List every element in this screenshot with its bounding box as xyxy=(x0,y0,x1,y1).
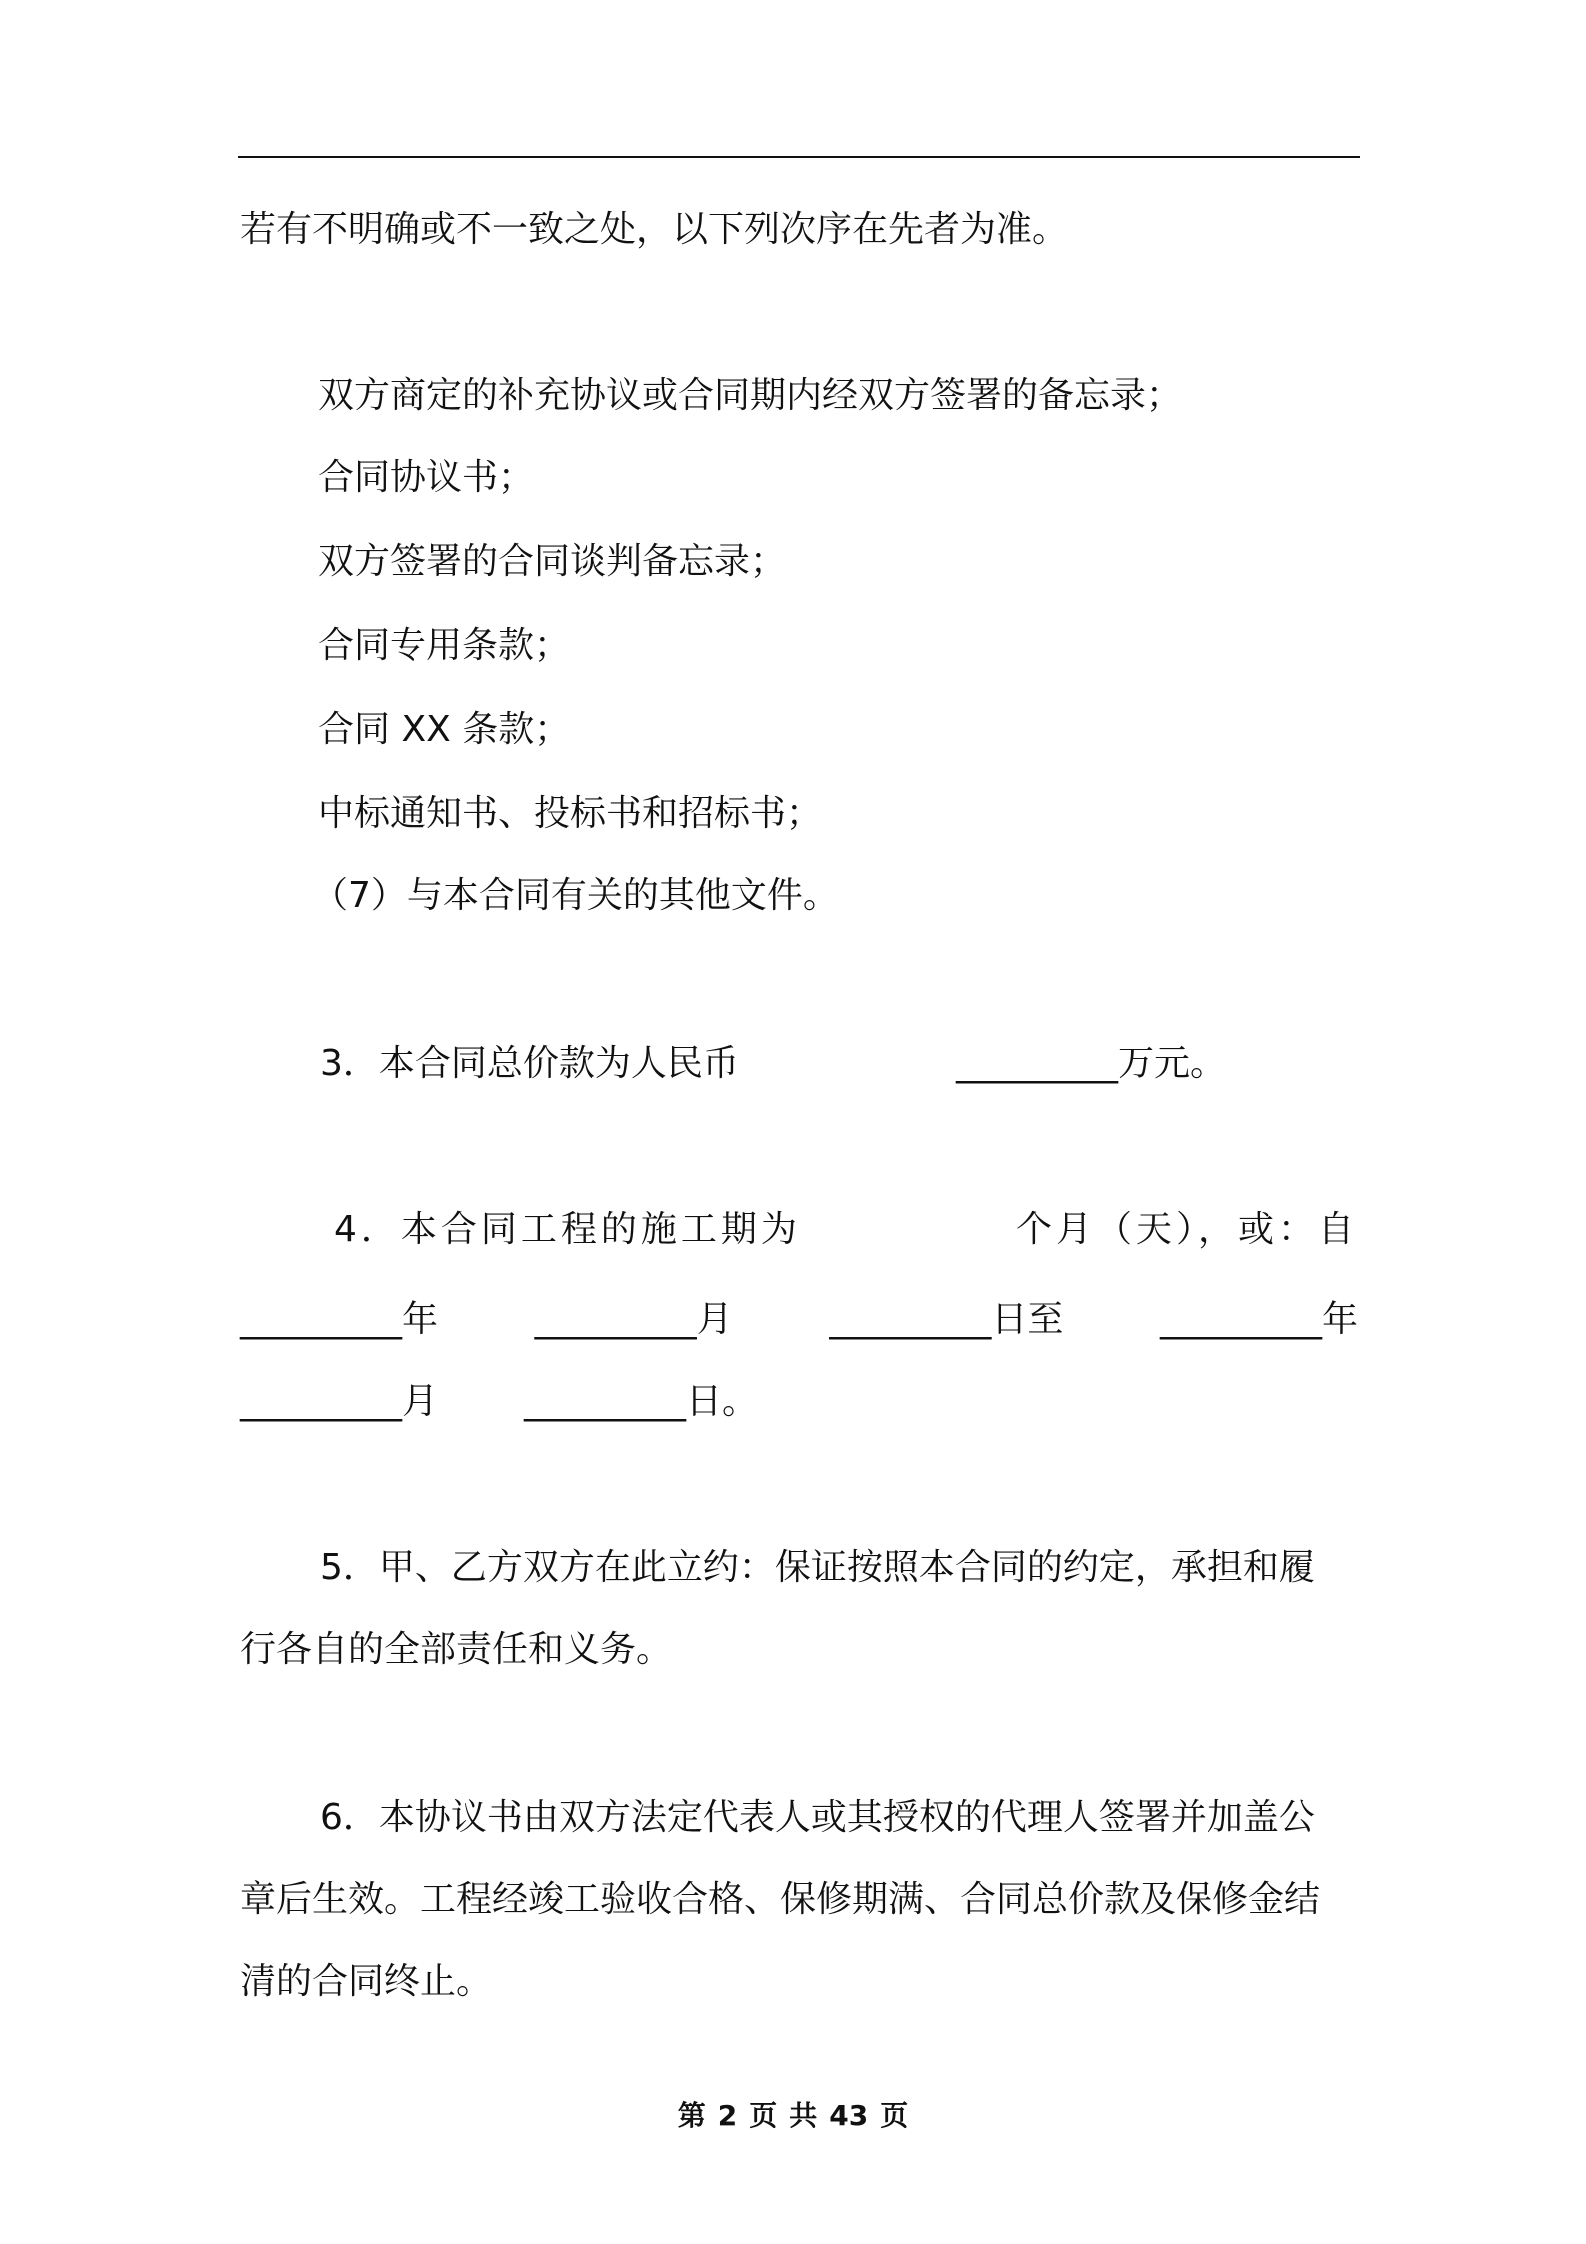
date-blank: _________月 xyxy=(534,1299,733,1340)
clause-5-line-2: 行各自的全部责任和义务。 xyxy=(240,1629,673,1670)
clause-6-line-1: 6．本协议书由双方法定代表人或其授权的代理人签署并加盖公 xyxy=(320,1797,1315,1838)
clause-3-label: 3．本合同总价款为人民币 xyxy=(320,1043,739,1084)
list-item: 合同协议书； xyxy=(318,457,535,498)
clause-4-text: 个月（天），或：自 xyxy=(1015,1209,1358,1250)
date-blank: _________年 xyxy=(240,1299,439,1340)
clause-6-line-2: 章后生效。工程经竣工验收合格、保修期满、合同总价款及保修金结 xyxy=(240,1879,1321,1920)
footer-text: 第 xyxy=(677,2099,706,2132)
date-blank: _________年 xyxy=(1159,1299,1358,1340)
paragraph-line: 若有不明确或不一致之处，以下列次序在先者为准。 xyxy=(240,209,1069,250)
list-item: 双方签署的合同谈判备忘录； xyxy=(318,541,787,582)
list-item: 中标通知书、投标书和招标书； xyxy=(318,793,823,834)
date-blank: _________日。 xyxy=(524,1381,759,1422)
page-footer xyxy=(0,2098,1586,2134)
list-item: （7）与本合同有关的其他文件。 xyxy=(312,875,839,916)
clause-4-line-1 xyxy=(334,1206,1358,1254)
date-blank: _________日至 xyxy=(829,1299,1064,1340)
total-pages: 43 xyxy=(829,2099,869,2132)
footer-text: 页 xyxy=(880,2099,909,2132)
clause-5-line-1: 5．甲、乙方双方在此立约：保证按照本合同的约定，承担和履 xyxy=(320,1547,1315,1588)
page-number: 2 xyxy=(717,2099,738,2132)
clause-4-line-2 xyxy=(240,1296,1358,1344)
header-rule xyxy=(238,156,1360,158)
list-item: 合同专用条款； xyxy=(318,625,571,666)
clause-6-line-3: 清的合同终止。 xyxy=(240,1961,493,2002)
list-item: 合同 XX 条款； xyxy=(318,709,571,750)
clause-4-text: 4．本合同工程的施工期为 xyxy=(334,1209,801,1250)
clause-3-amount-blank: _________万元。 xyxy=(956,1043,1227,1084)
footer-text: 页 xyxy=(749,2099,778,2132)
list-item: 双方商定的补充协议或合同期内经双方签署的备忘录； xyxy=(318,375,1183,416)
footer-text: 共 xyxy=(789,2099,818,2132)
date-blank: _________月 xyxy=(240,1381,439,1422)
